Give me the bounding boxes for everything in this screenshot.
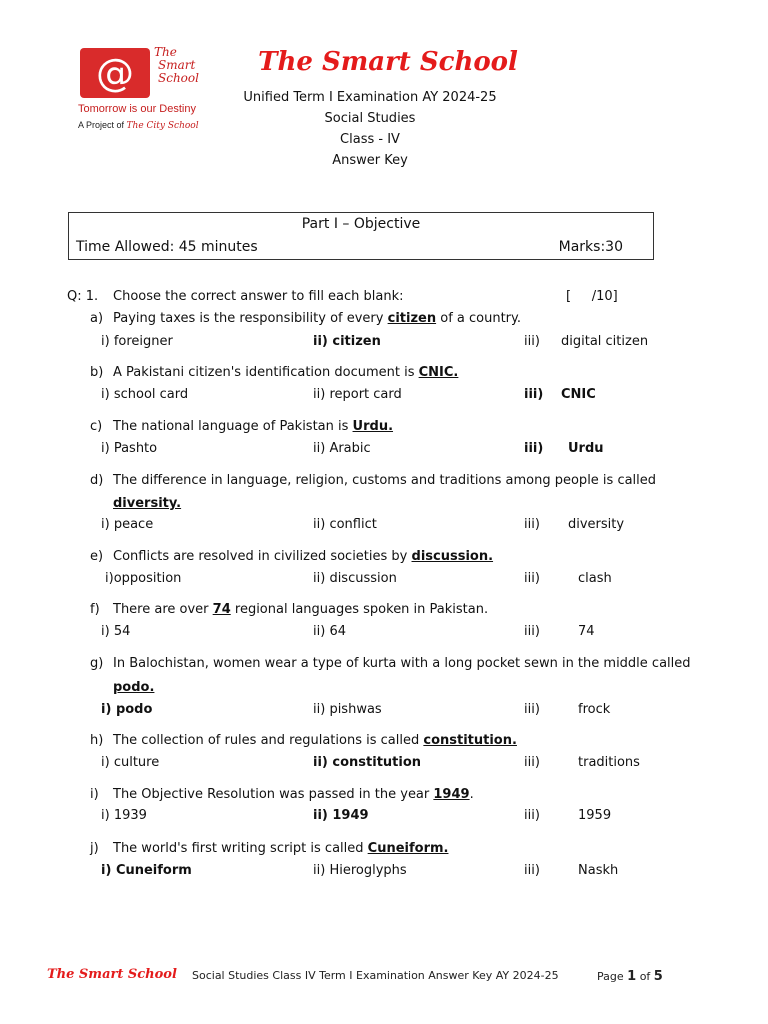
answer-underlined: 1949: [433, 787, 470, 802]
page-current: 1: [627, 969, 637, 984]
option-text: podo: [115, 702, 153, 717]
question-stem: [113, 733, 517, 748]
answer-underlined: citizen: [387, 311, 437, 326]
time-allowed: Time Allowed: 45 minutes: [76, 239, 258, 255]
option-number: ii): [313, 624, 326, 639]
question-stem: [113, 419, 393, 434]
option-text: CNIC: [561, 387, 596, 402]
logo-word-3: School: [158, 71, 199, 85]
part-header-box: [68, 212, 654, 260]
school-title: The Smart School: [258, 47, 518, 77]
answer-option: [101, 755, 159, 770]
option-text: 54: [113, 624, 131, 639]
option-number: ii): [313, 441, 326, 456]
school-logo: [80, 48, 150, 98]
answer-underlined: podo.: [113, 680, 155, 695]
option-number: i): [101, 808, 110, 823]
answer-option: [524, 387, 543, 402]
answer-underlined: discussion.: [411, 549, 494, 564]
answer-option: [313, 441, 371, 456]
answer-option: [313, 808, 369, 823]
option-text: 1939: [113, 808, 147, 823]
option-number: iii): [524, 387, 544, 402]
option-text: frock: [578, 702, 611, 717]
answer-option: [524, 808, 540, 823]
question-instruction: Choose the correct answer to fill each blank:: [113, 289, 404, 304]
answer-option: [313, 755, 421, 770]
option-number: iii): [524, 624, 540, 639]
option-text: pishwas: [329, 702, 382, 717]
option-text: 1949: [332, 808, 369, 823]
question-letter: j): [90, 841, 99, 856]
option-text: digital citizen: [561, 334, 649, 349]
question-stem: [113, 473, 656, 488]
option-text: clash: [578, 571, 612, 586]
answer-option: [524, 441, 543, 456]
answer-option: [524, 334, 540, 349]
option-text: Pashto: [113, 441, 158, 456]
stem-text-after: .: [469, 787, 474, 802]
answer-option: [101, 441, 157, 456]
logo-wordmark: [154, 46, 206, 85]
option-number: i): [101, 517, 110, 532]
answer-option: [313, 387, 402, 402]
option-number: iii): [524, 571, 540, 586]
answer-option: [313, 863, 407, 878]
option-text: peace: [113, 517, 154, 532]
option-text: Hieroglyphs: [329, 863, 407, 878]
stem-text-before: A Pakistani citizen's identification document is: [113, 365, 415, 380]
stem-text-before: The collection of rules and regulations is called: [113, 733, 420, 748]
answer-option: [313, 334, 381, 349]
doc-type-title: Answer Key: [332, 153, 408, 168]
footer-brand: The Smart School: [47, 967, 177, 982]
answer-option: [101, 387, 188, 402]
at-sign-icon: @: [96, 51, 134, 95]
answer-option: [313, 624, 346, 639]
option-number: iii): [524, 808, 540, 823]
question-stem: [113, 787, 474, 802]
option-number: ii): [313, 863, 326, 878]
option-number: iii): [524, 755, 540, 770]
stem-text-before: The Objective Resolution was passed in the year: [113, 787, 430, 802]
answer-option: [524, 702, 540, 717]
option-number: i): [101, 755, 110, 770]
logo-project-prefix: A Project of: [78, 120, 125, 130]
option-number: ii): [313, 702, 326, 717]
option-number: ii): [313, 334, 328, 349]
option-text: constitution: [332, 755, 422, 770]
stem-text-before: There are over: [113, 602, 209, 617]
logo-word-1: The: [154, 45, 177, 59]
answer-underlined: diversity.: [113, 496, 182, 511]
option-number: i): [105, 571, 114, 586]
option-number: iii): [524, 863, 540, 878]
page-prefix: Page: [597, 970, 624, 983]
option-text: Urdu: [568, 441, 604, 456]
option-number: ii): [313, 517, 326, 532]
stem-text-before: The national language of Pakistan is: [113, 419, 349, 434]
question-letter: f): [90, 602, 100, 617]
part-title: Part I – Objective: [301, 216, 421, 232]
question-letter: d): [90, 473, 104, 488]
answer-underlined: Urdu.: [352, 419, 394, 434]
option-number: i): [101, 387, 110, 402]
question-stem: [113, 311, 521, 326]
option-number: iii): [524, 702, 540, 717]
stem-text-before: In Balochistan, women wear a type of kurta with a long pocket sewn in the middle called: [113, 656, 691, 671]
option-text: culture: [113, 755, 160, 770]
option-number: ii): [313, 571, 326, 586]
question-letter: g): [90, 656, 104, 671]
answer-option: [313, 571, 397, 586]
page-total: 5: [653, 969, 663, 984]
question-stem: [113, 365, 458, 380]
answer-underlined: constitution.: [423, 733, 517, 748]
question-stem: [113, 602, 488, 617]
question-letter: e): [90, 549, 104, 564]
option-text: report card: [329, 387, 402, 402]
question-marks-box: [ /10]: [566, 289, 618, 304]
question-letter: b): [90, 365, 104, 380]
option-number: i): [101, 624, 110, 639]
answer-underlined: 74: [212, 602, 231, 617]
answer-option: [101, 863, 192, 878]
option-text: traditions: [578, 755, 640, 770]
option-number: ii): [313, 755, 328, 770]
logo-project-line: [78, 120, 199, 131]
option-text: Arabic: [329, 441, 371, 456]
option-text: 64: [329, 624, 346, 639]
answer-option: [101, 517, 153, 532]
logo-project-brand: The City School: [126, 121, 199, 131]
logo-tagline: Tomorrow is our Destiny: [78, 103, 196, 115]
question-stem: [113, 841, 448, 856]
question-stem: [113, 549, 493, 564]
option-text: opposition: [113, 571, 182, 586]
answer-option: [105, 571, 181, 586]
option-number: i): [101, 441, 110, 456]
answer-option: [101, 808, 147, 823]
option-text: 74: [578, 624, 595, 639]
option-text: discussion: [329, 571, 397, 586]
stem-text-before: Conflicts are resolved in civilized societies by: [113, 549, 408, 564]
total-marks: Marks:30: [558, 239, 623, 255]
answer-underlined: CNIC.: [418, 365, 459, 380]
page-indicator: [597, 969, 663, 984]
answer-option: [524, 624, 540, 639]
page-separator: of: [639, 970, 651, 983]
option-number: iii): [524, 441, 544, 456]
option-text: foreigner: [113, 334, 173, 349]
option-text: 1959: [578, 808, 612, 823]
exam-title: Unified Term I Examination AY 2024-25: [243, 90, 497, 105]
option-text: citizen: [332, 334, 381, 349]
answer-option: [313, 702, 382, 717]
question-number: Q: 1.: [67, 289, 99, 304]
answer-option: [524, 755, 540, 770]
option-number: iii): [524, 517, 540, 532]
stem-text-before: The world's first writing script is called: [113, 841, 364, 856]
answer-option: [524, 571, 540, 586]
question-letter: c): [90, 419, 103, 434]
option-number: iii): [524, 334, 540, 349]
answer-option: [524, 517, 540, 532]
option-text: Naskh: [578, 863, 619, 878]
option-number: ii): [313, 808, 328, 823]
question-stem: [113, 656, 691, 671]
option-text: conflict: [329, 517, 377, 532]
logo-word-2: Smart: [158, 58, 196, 72]
option-number: i): [101, 334, 110, 349]
subject-title: Social Studies: [324, 111, 416, 126]
answer-option: [101, 702, 152, 717]
option-number: i): [101, 702, 112, 717]
option-text: school card: [113, 387, 189, 402]
question-letter: i): [90, 787, 99, 802]
question-letter: h): [90, 733, 104, 748]
question-letter: a): [90, 311, 104, 326]
option-number: ii): [313, 387, 326, 402]
answer-option: [524, 863, 540, 878]
stem-text-before: The difference in language, religion, customs and traditions among people is called: [113, 473, 657, 488]
stem-text-after: regional languages spoken in Pakistan.: [234, 602, 489, 617]
answer-option: [101, 624, 130, 639]
option-text: diversity: [568, 517, 625, 532]
answer-underlined: Cuneiform.: [367, 841, 449, 856]
stem-text-before: Paying taxes is the responsibility of every: [113, 311, 384, 326]
option-text: Cuneiform: [115, 863, 192, 878]
footer-doc-label: Social Studies Class IV Term I Examination Answer Key AY 2024-25: [192, 969, 559, 982]
answer-option: [101, 334, 173, 349]
answer-option: [313, 517, 377, 532]
class-title: Class - IV: [340, 132, 400, 147]
stem-text-after: of a country.: [440, 311, 521, 326]
option-number: i): [101, 863, 112, 878]
